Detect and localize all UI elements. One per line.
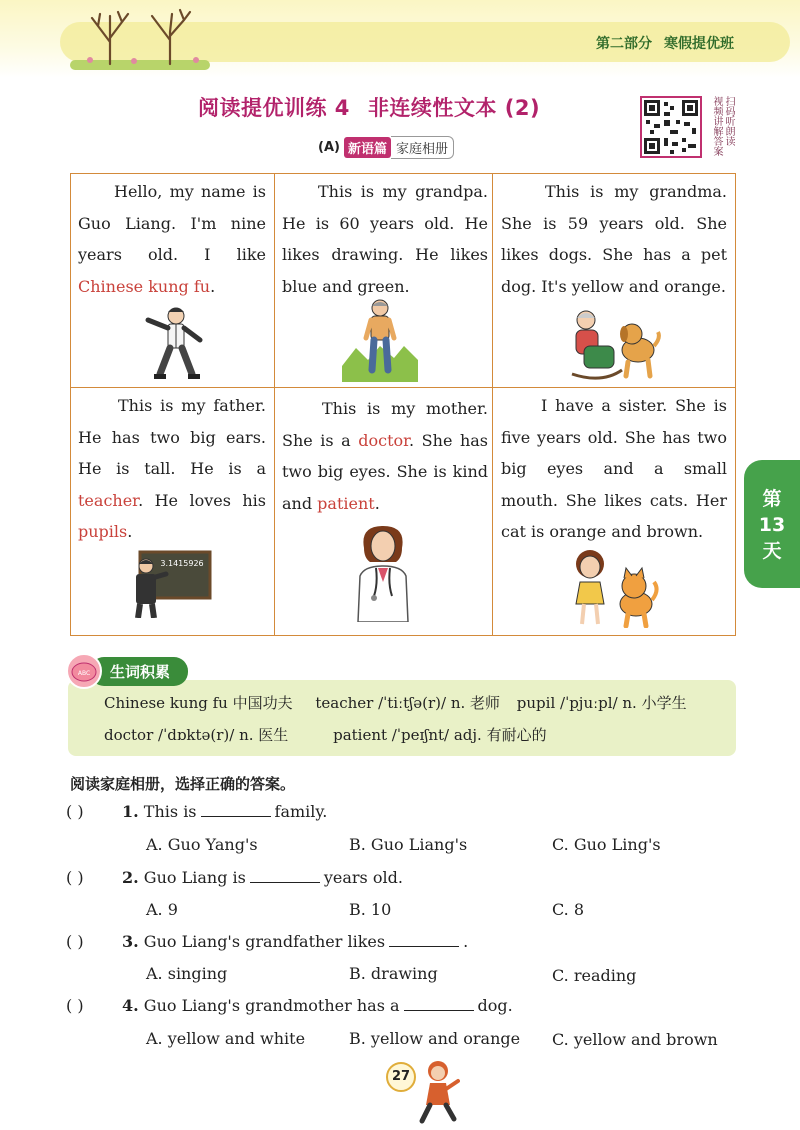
cell-text-fragment: . She has two big eyes. She is kind and: [282, 430, 489, 513]
qr-block[interactable]: [640, 96, 732, 158]
page-number: 27: [386, 1062, 416, 1092]
question-text-after: family.: [274, 802, 328, 821]
qr-caption: 扫码听朗读 视频讲解答案: [711, 96, 734, 156]
title-sub: 非连续性文本 (2): [367, 96, 541, 120]
vocab-line-2: [104, 724, 547, 745]
album-cell-text-guo-liang: [78, 176, 266, 302]
option-a[interactable]: A. singing: [146, 964, 228, 983]
album-cell-text-grandpa: [282, 176, 488, 302]
option-c[interactable]: C. yellow and brown: [552, 1030, 718, 1049]
instruction-text: 阅读家庭相册，选择正确的答案。: [70, 775, 296, 793]
subtitle-topic: 家庭相册: [391, 136, 454, 159]
album-cell-text-grandma: [501, 176, 727, 302]
mascot-illustration: [410, 1055, 460, 1125]
question-number: 3.: [122, 932, 139, 951]
grandma-dog-image: [562, 304, 662, 380]
question-number: 2.: [122, 868, 139, 887]
grid-divider: [492, 174, 493, 635]
question-text: Guo Liang's grandfather likes: [143, 932, 386, 951]
cell-text-fragment: This is my grandpa. He is 60 years old. He likes drawing. He likes blue and green.: [282, 182, 488, 296]
answer-blank[interactable]: [404, 997, 474, 1011]
option-a[interactable]: A. yellow and white: [146, 1029, 306, 1048]
answer-blank[interactable]: [201, 803, 271, 817]
question-text: Guo Liang is: [143, 868, 246, 887]
question-text: This is: [143, 802, 197, 821]
option-b[interactable]: B. drawing: [349, 964, 438, 983]
answer-blank[interactable]: [389, 933, 459, 947]
trees-illustration: [70, 4, 210, 76]
question-number: 1.: [122, 802, 139, 821]
blackboard-text: 3.1415926: [160, 559, 204, 568]
grid-divider: [274, 174, 275, 635]
vocab-box: [68, 680, 736, 756]
highlighted-word: teacher: [78, 490, 139, 510]
vocab-item: pupil /ˈpjuːpl/ n. 小学生: [516, 694, 687, 712]
option-a[interactable]: A. 9: [146, 900, 178, 919]
option-b[interactable]: B. yellow and orange: [349, 1029, 521, 1048]
vocab-item: Chinese kung fu 中国功夫: [104, 694, 293, 712]
option-b[interactable]: B. Guo Liang's: [349, 835, 468, 854]
header-course: 寒假提优班: [664, 36, 734, 52]
highlighted-word: patient: [317, 493, 375, 513]
side-tab-line: 天: [762, 540, 782, 562]
cell-text-fragment: This is my grandma. She is 59 years old. She likes dogs. She has a pet dog. It's yellow and orange.: [501, 182, 727, 296]
question-text-after: years old.: [323, 868, 403, 887]
cell-text-fragment: .: [127, 522, 133, 541]
answer-blank[interactable]: [250, 869, 320, 883]
option-c[interactable]: C. reading: [552, 966, 637, 985]
album-cell-text-sister: [501, 390, 727, 548]
question-text-after: dog.: [477, 996, 513, 1015]
question-4: [66, 996, 513, 1015]
highlighted-word: doctor: [358, 430, 410, 450]
section-subtitle: [318, 136, 454, 158]
question-1: [66, 802, 327, 821]
vocab-item: patient /ˈpeɪʃnt/ adj. 有耐心的: [333, 726, 547, 744]
cell-text-fragment: .: [210, 276, 216, 296]
mother-doctor-image: [350, 522, 416, 622]
side-tab-line: 13: [758, 514, 786, 536]
answer-paren[interactable]: ( ): [66, 802, 84, 821]
highlighted-word: Chinese kung fu: [78, 276, 211, 296]
piggy-bank-text: ABC: [77, 670, 91, 677]
subtitle-label: (A): [318, 139, 340, 155]
father-teacher-image: [132, 550, 212, 618]
day-side-tab: [744, 460, 800, 588]
qr-code[interactable]: [640, 96, 702, 158]
side-tab-line: 第: [762, 488, 782, 510]
title-main: 阅读提优训练 4: [198, 96, 350, 120]
sister-cat-image: [568, 546, 660, 628]
header-section-label: [596, 33, 746, 53]
cell-text-fragment: .: [374, 493, 380, 513]
subtitle-badge: 新语篇: [344, 137, 391, 158]
header-section: 第二部分: [596, 36, 652, 52]
grid-divider: [71, 387, 735, 388]
vocab-item: doctor /ˈdɒktə(r)/ n. 医生: [104, 726, 289, 744]
album-cell-text-father: [78, 390, 266, 548]
piggy-bank-icon: [66, 653, 102, 689]
cell-text-fragment: I have a sister. She is five years old. She has two big eyes and a small mouth. She likes cats. Her cat is orange and brown.: [501, 396, 727, 541]
question-number: 4.: [122, 996, 139, 1015]
answer-paren[interactable]: ( ): [66, 996, 84, 1015]
answer-paren[interactable]: ( ): [66, 932, 84, 951]
vocab-item: teacher /ˈtiːtʃə(r)/ n. 老师: [315, 694, 501, 712]
highlighted-word: pupils: [78, 522, 128, 541]
question-2: [66, 868, 403, 887]
cell-text-fragment: This is my mother. She is a: [282, 399, 488, 450]
question-text-after: .: [463, 932, 469, 951]
grandpa-image: [342, 296, 418, 382]
vocab-title: 生词积累: [90, 657, 188, 686]
answer-paren[interactable]: ( ): [66, 868, 84, 887]
question-3: [66, 932, 468, 951]
question-text: Guo Liang's grandmother has a: [143, 996, 400, 1015]
cell-text-fragment: Hello, my name is Guo Liang. I'm nine years old. I like: [78, 182, 266, 264]
vocab-header: [66, 656, 188, 686]
option-a[interactable]: A. Guo Yang's: [146, 835, 258, 854]
kung-fu-boy-image: [142, 304, 208, 382]
cell-text-fragment: . He loves his: [138, 490, 266, 510]
option-c[interactable]: C. 8: [552, 900, 585, 919]
album-cell-text-mother: [282, 393, 488, 519]
cell-text-fragment: This is my father. He has two big ears. He is tall. He is a: [78, 396, 266, 478]
option-b[interactable]: B. 10: [349, 900, 392, 919]
option-c[interactable]: C. Guo Ling's: [552, 835, 661, 854]
vocab-line-1: [104, 692, 687, 713]
page-title: [198, 92, 540, 122]
